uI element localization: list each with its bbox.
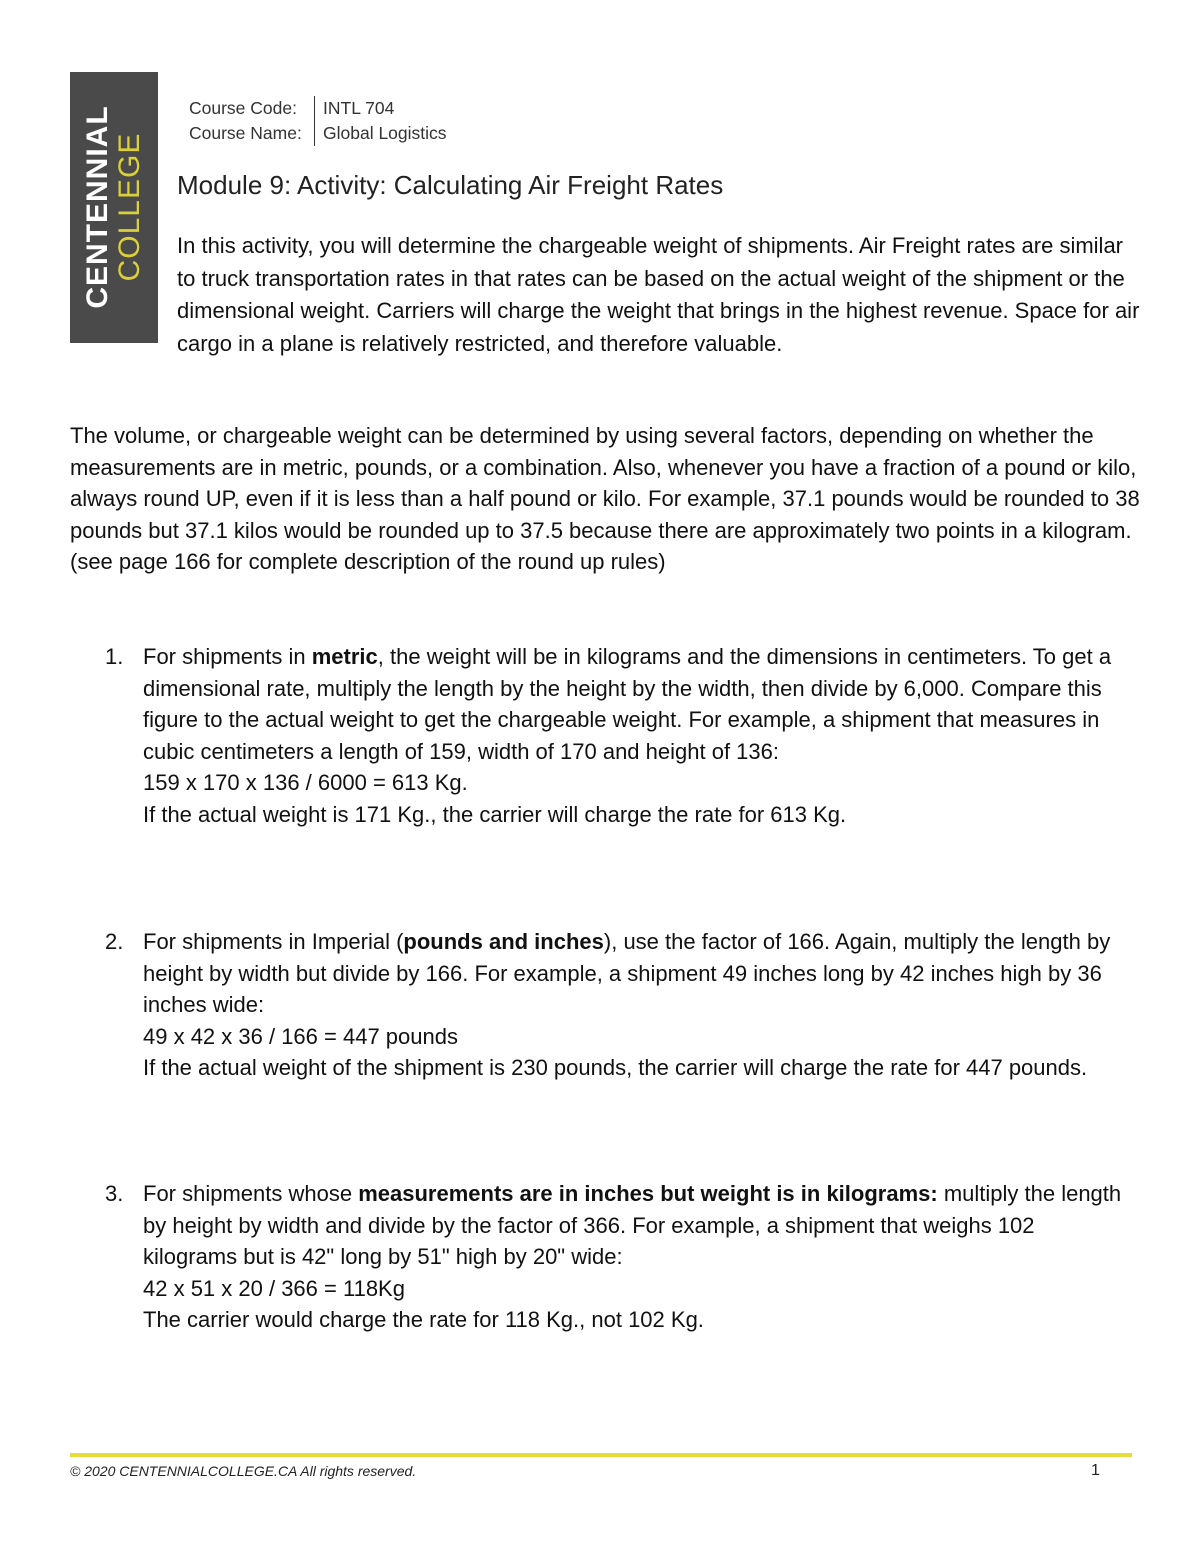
footer-copyright: © 2020 CENTENNIALCOLLEGE.CA All rights reserved.	[70, 1463, 417, 1479]
calculation-result: The carrier would charge the rate for 118 Kg., not 102 Kg.	[143, 1307, 704, 1332]
list-number: 2.	[105, 929, 124, 954]
description-text: For shipments in Imperial (	[143, 929, 404, 954]
list-item-body	[143, 926, 1125, 1084]
list-item-body	[143, 1178, 1125, 1336]
description-text: multiply the length by height by width and divide by the factor of 366. For example, a shipment that weighs 102 kilograms but is 42" long by 51" high by 20" wide:	[143, 1181, 1122, 1269]
course-code-label: Course Code:	[189, 98, 297, 118]
calculation: 49 x 42 x 36 / 166 = 447 pounds	[143, 1023, 458, 1049]
course-code-row	[189, 96, 447, 121]
course-code-value: INTL 704	[314, 96, 394, 121]
list-item-body	[143, 641, 1125, 830]
description-emphasis: pounds and inches	[403, 929, 604, 954]
description-emphasis: metric	[311, 644, 378, 669]
course-name-row	[189, 121, 447, 146]
description-text: For shipments in	[143, 644, 312, 669]
description-text: , the weight will be in kilograms and the dimensions in centimeters. To get a dimensional rate, multiply the length by the height by the width, then divide by 6,000. Compare this figure to the actual weight to get the chargeable weight. For example, a shipment that measures in cubic centimeters a length of 159, width of 170 and height of 136:	[143, 644, 1112, 764]
list-item-description	[143, 641, 1125, 767]
intro-text: In this activity, you will determine the chargeable weight of shipments. Air Freight rates are similar to truck transportation rates in that rates can be based on the actual weight of the shipment or the dimensional weight. Carriers will charge the weight that brings in the highest revenue. Space for air cargo in a plane is relatively restricted, and therefore valuable.	[177, 233, 1140, 356]
page-number: 1	[1091, 1462, 1100, 1479]
course-name-label: Course Name:	[189, 123, 302, 143]
footer-divider	[70, 1453, 1132, 1457]
course-name-value: Global Logistics	[314, 121, 447, 146]
calculation: 159 x 170 x 136 / 6000 = 613 Kg.	[143, 770, 468, 795]
list-number: 3.	[105, 1181, 124, 1206]
description-emphasis: measurements are in inches but weight is in kilograms:	[358, 1181, 938, 1206]
course-info	[189, 96, 447, 146]
logo-line-1: CENTENNIAL	[81, 105, 114, 309]
list-item-description	[143, 1178, 1125, 1273]
description-text: ), use the factor of 166. Again, multiply the length by height by width but divide by 166. For example, a shipment 49 inches long by 42 inches high by 36 inches wide:	[143, 929, 1111, 1017]
logo-line-2: COLLEGE	[113, 132, 146, 282]
list-item-description	[143, 926, 1125, 1021]
volume-paragraph: The volume, or chargeable weight can be determined by using several factors, depending on whether the measurements are in metric, pounds, or a combination. Also, whenever you have a fraction of a pound or kilo, always round UP, even if it is less than a half pound or kilo. For example, 37.1 pounds would be rounded to 38 pounds but 37.1 kilos would be rounded up to 37.5 because there are approximately two points in a kilogram. (see page 166 for complete description of the round up rules)	[70, 423, 1140, 574]
description-text: For shipments whose	[143, 1181, 359, 1206]
calculation-result: If the actual weight is 171 Kg., the carrier will charge the rate for 613 Kg.	[143, 801, 847, 827]
list-item-metric	[105, 641, 1125, 830]
logo-wrap-spacer	[70, 230, 177, 358]
intro-paragraph	[70, 230, 1140, 360]
list-item-mixed	[105, 1178, 1125, 1336]
calculation-result: If the actual weight of the shipment is 230 pounds, the carrier will charge the rate for 447 pounds.	[143, 1055, 1088, 1080]
page-title: Module 9: Activity: Calculating Air Freight Rates	[177, 170, 724, 200]
list-number: 1.	[105, 644, 124, 669]
list-item-imperial	[105, 926, 1125, 1084]
calculation: 42 x 51 x 20 / 366 = 118Kg	[143, 1275, 405, 1301]
